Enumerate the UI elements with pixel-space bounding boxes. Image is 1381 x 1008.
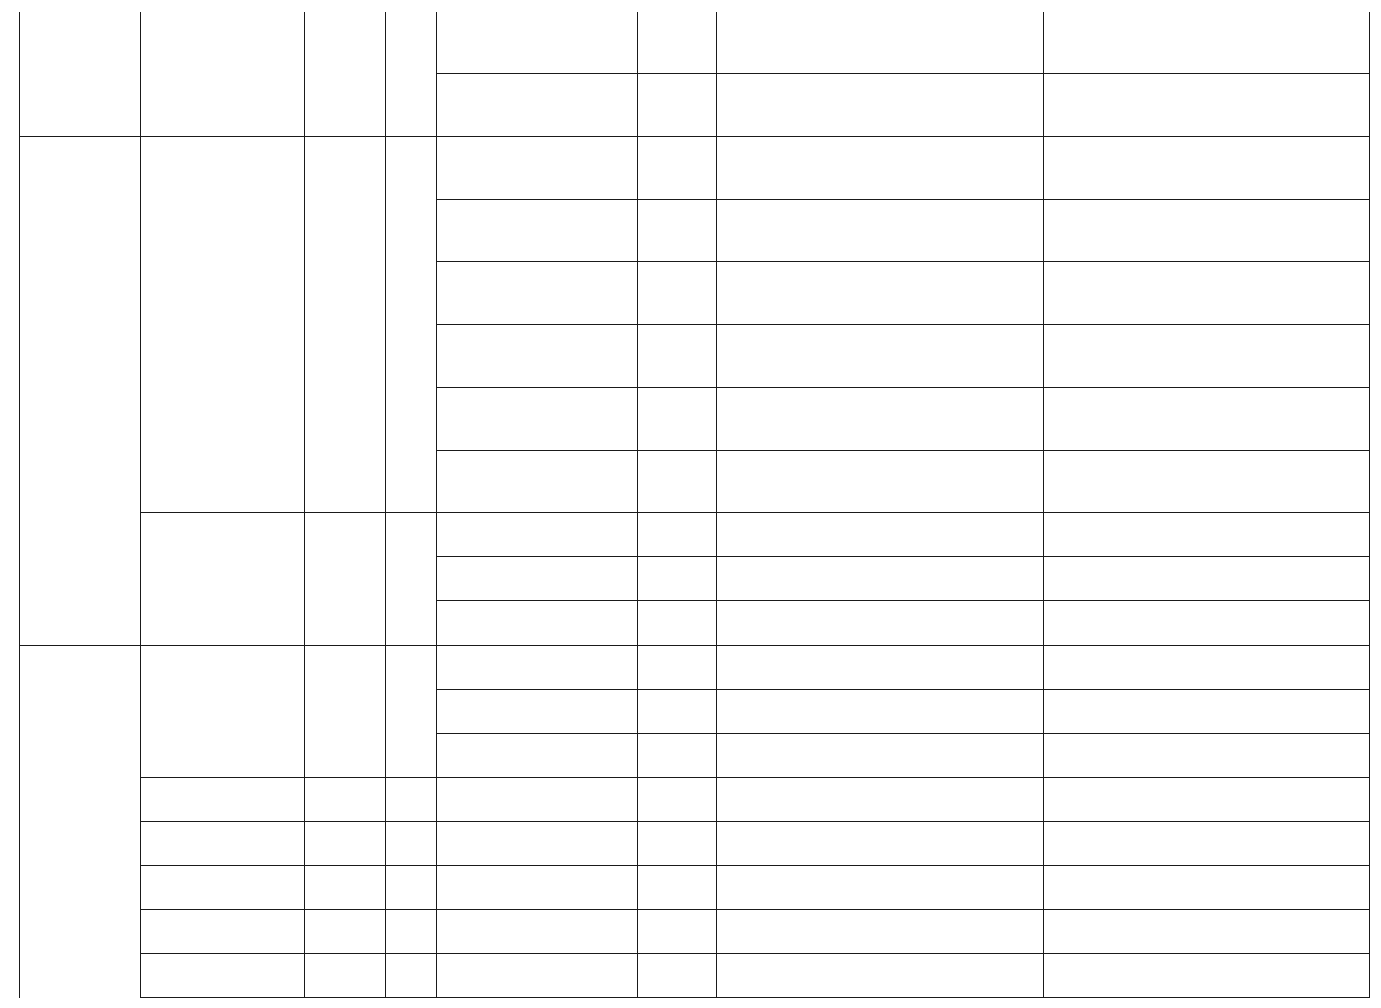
research-direction — [437, 601, 637, 645]
admission-notes — [717, 451, 1043, 512]
major-name — [141, 137, 304, 512]
enrollment-quota — [386, 646, 436, 777]
grid-line — [140, 512, 437, 513]
grid-line — [304, 12, 305, 998]
enrollment-quota — [386, 778, 436, 821]
grid-line — [436, 450, 1370, 451]
degree-type — [305, 513, 385, 645]
college-name — [20, 137, 140, 645]
degree-type — [305, 137, 385, 199]
research-direction — [437, 778, 637, 821]
admission-notes — [717, 137, 1043, 199]
exam-subjects — [1044, 74, 1369, 136]
study-mode — [638, 601, 716, 645]
study-mode — [638, 866, 716, 909]
grid-line — [385, 12, 386, 998]
exam-subjects — [1044, 690, 1369, 733]
research-direction — [437, 954, 637, 997]
grid-line — [436, 909, 1370, 910]
enrollment-quota — [386, 910, 436, 953]
grid-line — [436, 689, 1370, 690]
study-mode — [638, 513, 716, 556]
exam-subjects — [1044, 601, 1369, 645]
research-direction — [437, 262, 637, 324]
study-mode — [638, 690, 716, 733]
grid-line — [436, 261, 1370, 262]
grid-line — [436, 997, 1370, 998]
admission-notes — [717, 601, 1043, 645]
grid-line — [1043, 12, 1044, 998]
grid-line — [140, 953, 437, 954]
grid-line — [716, 12, 717, 998]
admission-notes — [717, 513, 1043, 556]
study-mode — [638, 13, 716, 73]
degree-type — [305, 954, 385, 997]
admission-notes — [717, 557, 1043, 600]
college-name — [20, 646, 140, 997]
grid-line — [140, 909, 437, 910]
grid-line — [436, 600, 1370, 601]
admission-notes — [717, 910, 1043, 953]
grid-line — [436, 556, 1370, 557]
exam-subjects — [1044, 388, 1369, 450]
research-direction — [437, 325, 637, 387]
exam-subjects — [1044, 646, 1369, 689]
admission-notes — [717, 388, 1043, 450]
grid-line — [140, 865, 437, 866]
study-mode — [638, 646, 716, 689]
study-mode — [638, 451, 716, 512]
study-mode — [638, 822, 716, 865]
enrollment-quota — [386, 866, 436, 909]
grid-line — [19, 136, 141, 137]
admission-notes — [717, 262, 1043, 324]
exam-subjects — [1044, 325, 1369, 387]
study-mode — [638, 954, 716, 997]
grid-line — [140, 645, 437, 646]
grid-line — [436, 73, 1370, 74]
exam-subjects — [1044, 262, 1369, 324]
research-direction — [437, 866, 637, 909]
study-mode — [638, 557, 716, 600]
exam-subjects — [1044, 822, 1369, 865]
research-direction — [437, 646, 637, 689]
grid-line — [140, 12, 141, 998]
grid-line — [140, 997, 437, 998]
exam-subjects — [1044, 137, 1369, 199]
grid-line — [436, 777, 1370, 778]
grid-line — [140, 821, 437, 822]
degree-type — [305, 866, 385, 909]
major-name — [141, 866, 304, 909]
study-mode — [638, 200, 716, 261]
research-direction — [437, 388, 637, 450]
grid-line — [436, 865, 1370, 866]
admission-notes — [717, 822, 1043, 865]
grid-line — [140, 777, 437, 778]
admission-notes — [717, 734, 1043, 777]
grid-line — [436, 136, 1370, 137]
enrollment-quota — [386, 822, 436, 865]
degree-type — [305, 778, 385, 821]
grid-line — [436, 733, 1370, 734]
grid-line — [436, 821, 1370, 822]
study-mode — [638, 388, 716, 450]
grid-line — [436, 12, 437, 998]
research-direction — [437, 513, 637, 556]
study-mode — [638, 137, 716, 199]
admission-notes — [717, 954, 1043, 997]
major-name — [141, 513, 304, 645]
major-name — [141, 910, 304, 953]
enrollment-quota — [386, 137, 436, 512]
exam-subjects — [1044, 513, 1369, 556]
major-name — [141, 778, 304, 821]
grid-line — [140, 136, 437, 137]
admission-notes — [717, 200, 1043, 261]
study-mode — [638, 74, 716, 136]
research-direction — [437, 690, 637, 733]
major-name — [141, 954, 304, 997]
research-direction — [437, 74, 637, 136]
admission-notes — [717, 13, 1043, 73]
research-direction — [437, 137, 637, 199]
exam-subjects — [1044, 910, 1369, 953]
admission-notes — [717, 646, 1043, 689]
research-direction — [437, 910, 637, 953]
grid-line — [436, 324, 1370, 325]
exam-subjects — [1044, 557, 1369, 600]
research-direction — [437, 200, 637, 261]
admission-notes — [717, 325, 1043, 387]
exam-subjects — [1044, 866, 1369, 909]
grid-line — [637, 12, 638, 998]
degree-type — [305, 646, 385, 777]
research-direction — [437, 557, 637, 600]
major-name — [141, 646, 304, 777]
research-direction — [437, 13, 637, 73]
grid-line — [436, 199, 1370, 200]
study-mode — [638, 778, 716, 821]
admission-notes — [717, 690, 1043, 733]
degree-type — [305, 822, 385, 865]
research-direction — [437, 451, 637, 512]
enrollment-quota — [386, 954, 436, 997]
admission-notes — [717, 74, 1043, 136]
grid-line — [1369, 12, 1370, 998]
grid-line — [19, 645, 141, 646]
admission-notes — [717, 778, 1043, 821]
research-direction — [437, 734, 637, 777]
exam-subjects — [1044, 200, 1369, 261]
grid-line — [436, 953, 1370, 954]
study-mode — [638, 734, 716, 777]
grid-line — [19, 12, 20, 998]
degree-type — [305, 910, 385, 953]
grid-line — [436, 645, 1370, 646]
study-mode — [638, 262, 716, 324]
exam-subjects — [1044, 451, 1369, 512]
study-mode — [638, 325, 716, 387]
major-name — [141, 822, 304, 865]
study-mode — [638, 910, 716, 953]
exam-subjects — [1044, 734, 1369, 777]
grid-line — [436, 512, 1370, 513]
exam-subjects — [1044, 778, 1369, 821]
exam-subjects — [1044, 13, 1369, 73]
admission-notes — [717, 866, 1043, 909]
exam-subjects — [1044, 954, 1369, 997]
grid-line — [436, 387, 1370, 388]
enrollment-quota — [386, 513, 436, 645]
research-direction — [437, 822, 637, 865]
